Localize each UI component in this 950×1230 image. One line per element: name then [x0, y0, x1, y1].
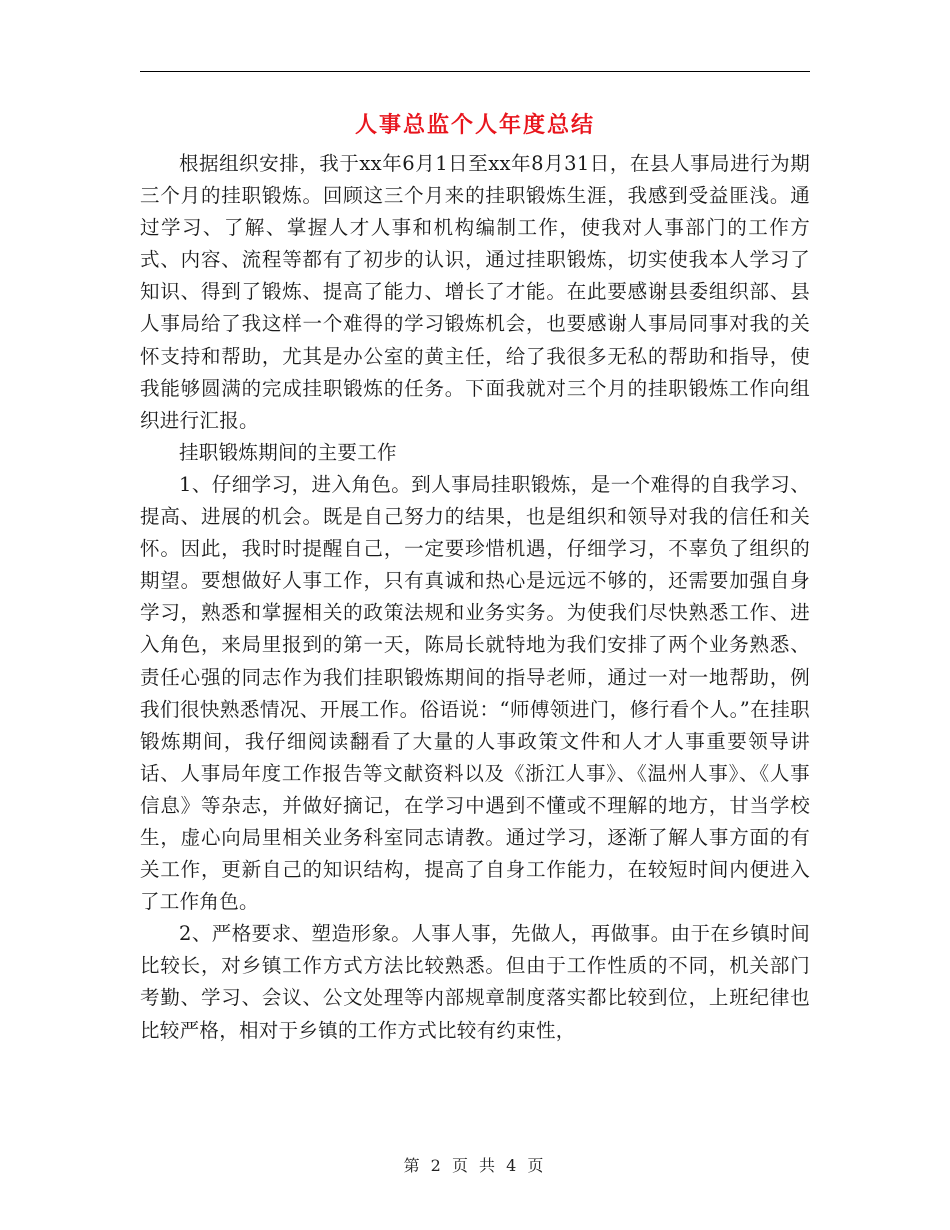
document-title: 人事总监个人年度总结 — [354, 112, 595, 138]
page-footer: 第 2 页 共 4 页 — [403, 1156, 547, 1175]
paragraph-intro: 根据组织安排，我于xx年6月1日至xx年8月31日，在县人事局进行为期三个月的挂职锻炼。回顾这三个月来的挂职锻炼生涯，我感到受益匪浅。通过学习、了解、掌握人才人事和机构编制工作，使我对人事部门的工作方式、内容、流程等都有了初步的认识，通过挂职锻炼，切实使我本人学习了知识、得到了锻炼、提高了能力、增长了才能。在此要感谢县委组织部、县人事局给了我这样一个难得的学习锻炼机会，也要感谢人事局同事对我的关怀支持和帮助，尤其是办公室的黄主任，给了我很多无私的帮助和指导，使我能够圆满的完成挂职锻炼的任务。下面我就对三个月的挂职锻炼工作向组织进行汇报。 — [140, 152, 810, 432]
header-rule — [140, 71, 810, 72]
paragraph-item-1: 1、仔细学习，进入角色。到人事局挂职锻炼，是一个难得的自我学习、提高、进展的机会。既是自己努力的结果，也是组织和领导对我的信任和关怀。因此，我时时提醒自己，一定要珍惜机遇，仔细学习，不辜负了组织的期望。要想做好人事工作，只有真诚和热心是远远不够的，还需要加强自身学习，熟悉和掌握相关的政策法规和业务实务。为使我们尽快熟悉工作、进入角色，来局里报到的第一天，陈局长就特地为我们安排了两个业务熟悉、责任心强的同志作为我们挂职锻炼期间的指导老师，通过一对一地帮助，例我们很快熟悉情况、开展工作。俗语说：“师傅领进门，修行看个人。”在挂职锻炼期间，我仔细阅读翻看了大量的人事政策文件和人才人事重要领导讲话、人事局年度工作报告等文献资料以及《浙江人事》、《温州人事》、《人事信息》等杂志，并做好摘记，在学习中遇到不懂或不理解的地方，甘当学校生，虚心向局里相关业务科室同志请教。通过学习，逐渐了解人事方面的有关工作，更新自己的知识结构，提高了自身工作能力，在较短时间内便进入了工作角色。 — [140, 472, 810, 914]
section-heading: 挂职锻炼期间的主要工作 — [179, 440, 397, 464]
document-body — [140, 148, 810, 1047]
paragraph-item-2: 2、严格要求、塑造形象。人事人事，先做人，再做事。由于在乡镇时间比较长，对乡镇工作方式方法比较熟悉。但由于工作性质的不同，机关部门考勤、学习、会议、公文处理等内部规章制度落实都比较到位，上班纪律也比较严格，相对于乡镇的工作方式比较有约束性， — [140, 922, 810, 1042]
